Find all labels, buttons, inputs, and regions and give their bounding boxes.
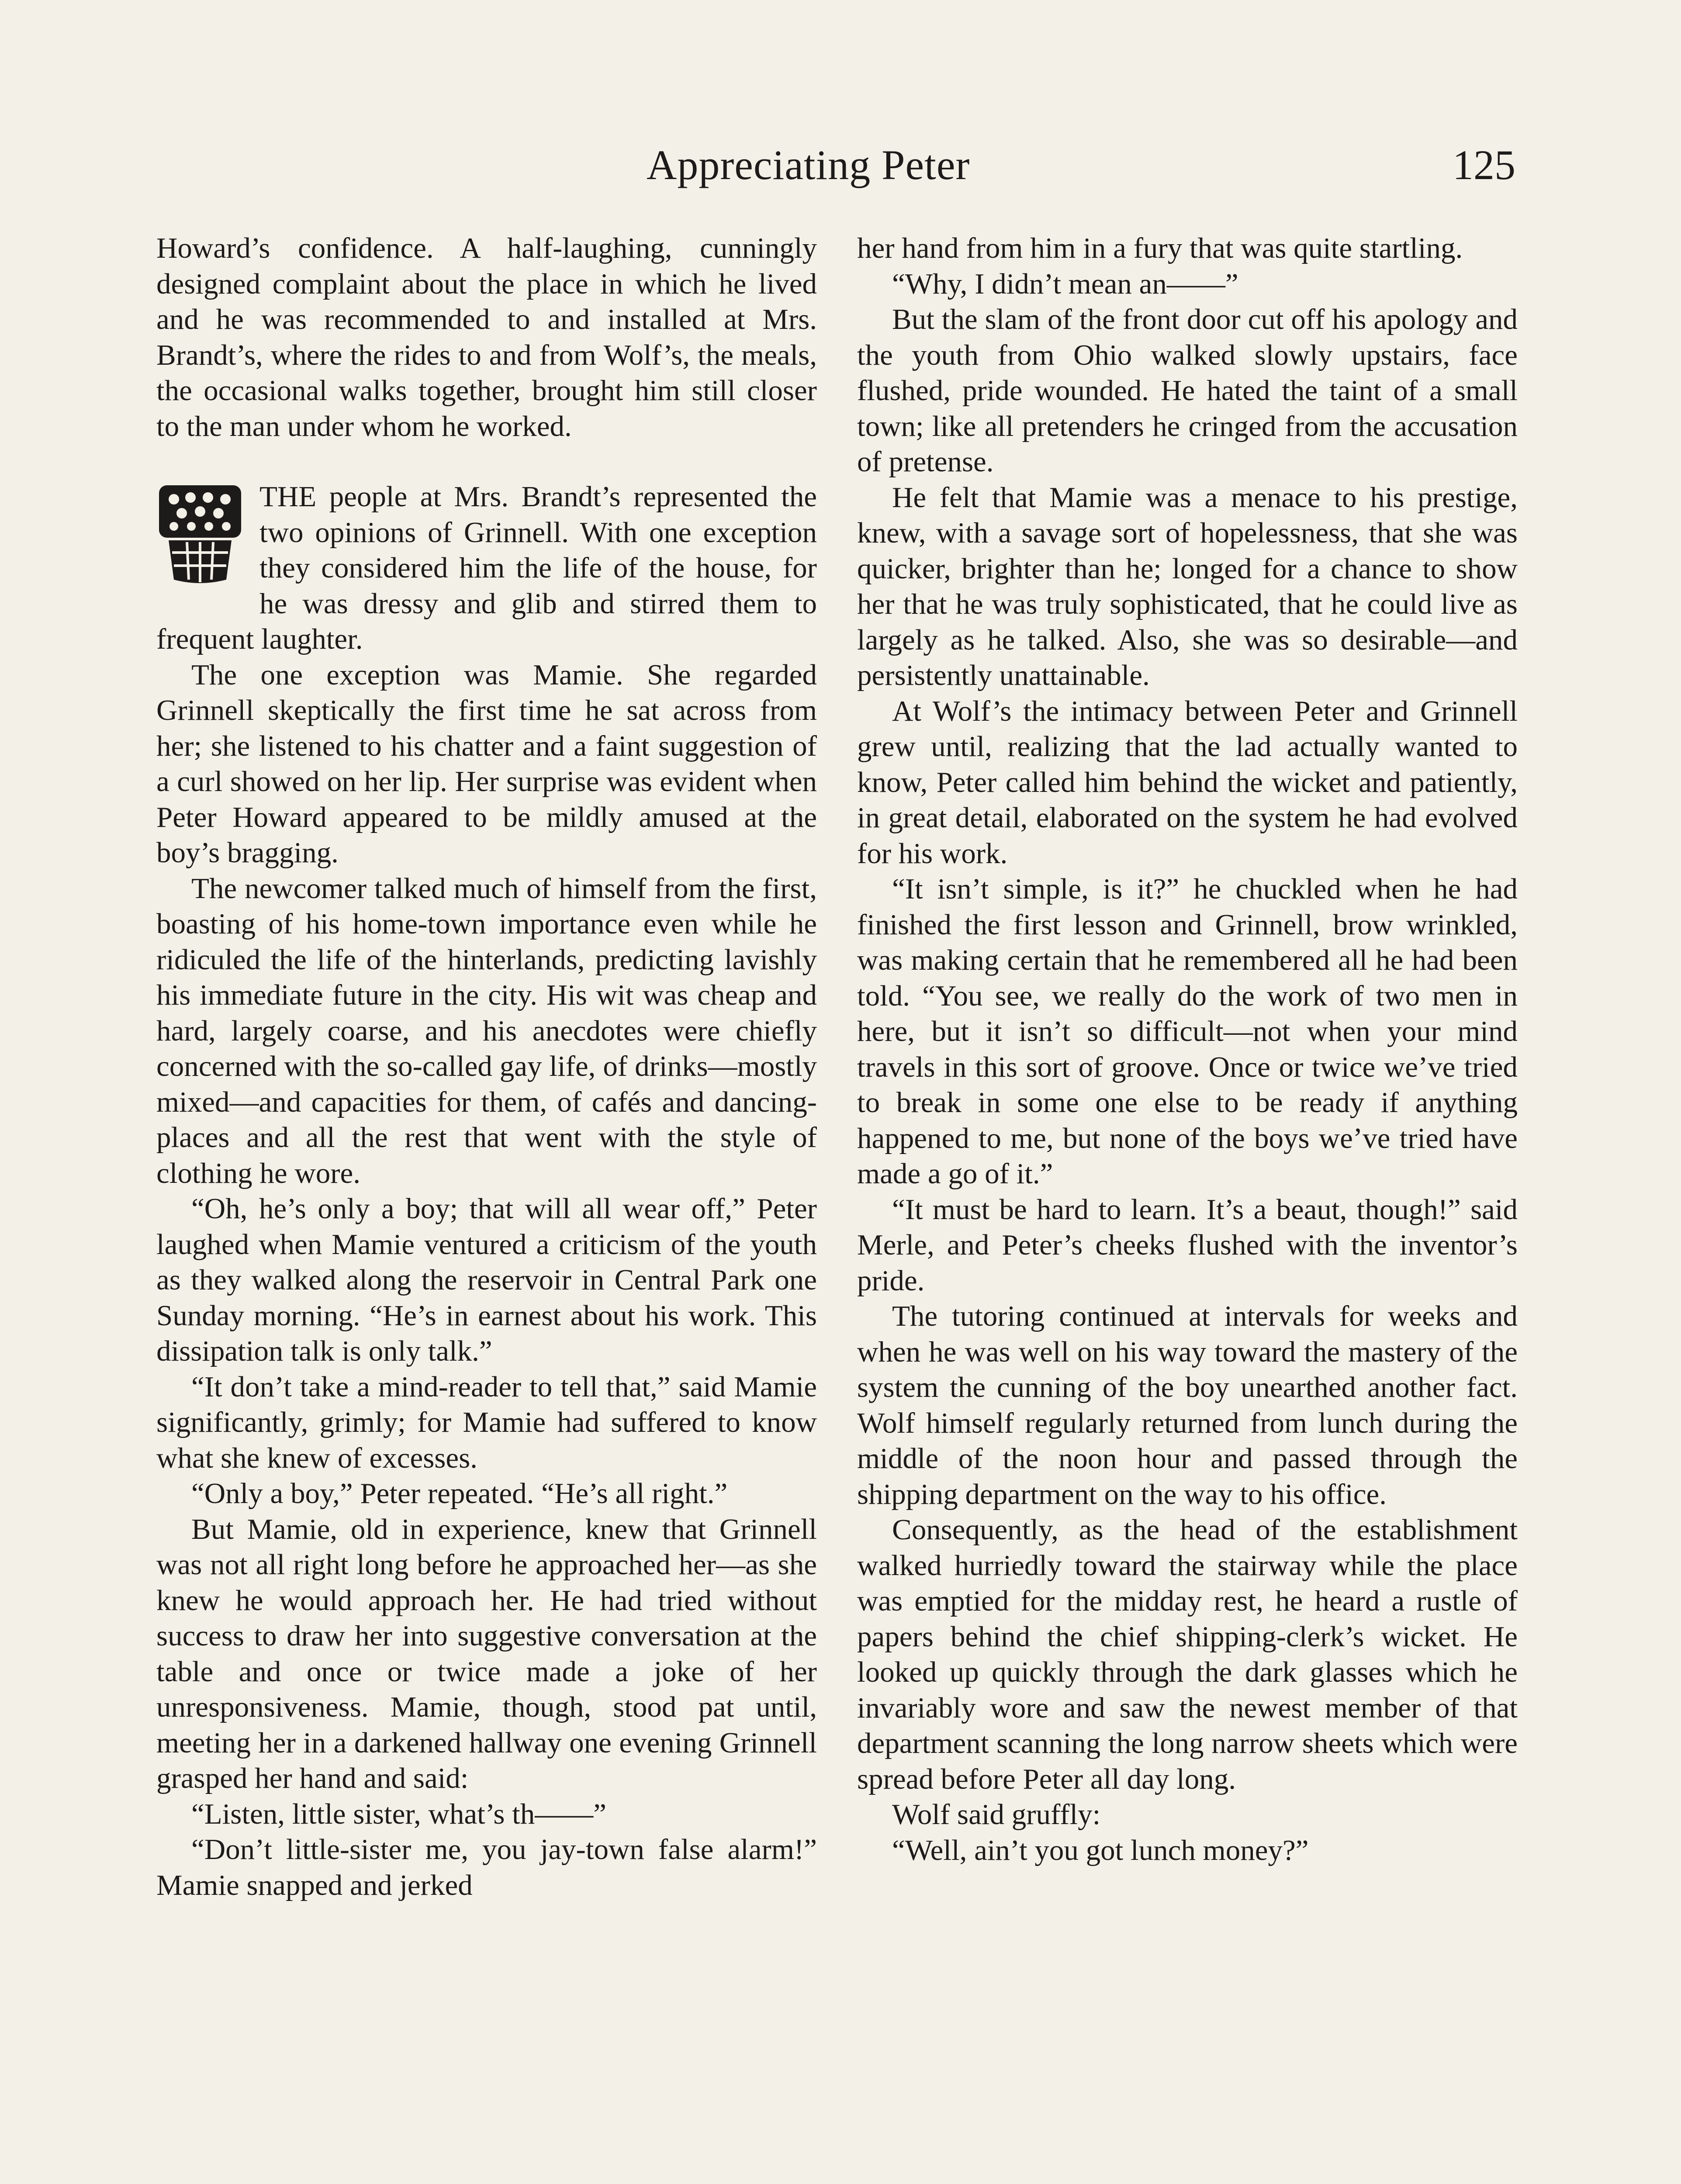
paragraph: “It don’t take a mind-reader to tell that,” said Mamie significantly, grimly; for Mamie had suffered to know what she knew of excesses. [156, 1370, 817, 1474]
page-number: 125 [1453, 142, 1515, 188]
section-paragraph-text: THE people at Mrs. Brandt’s represented the two opinions of Grinnell. With one exception they considered him the life of the house, for he was dressy and glib and stirred them to frequent laughter. [156, 480, 817, 655]
paragraph: He felt that Mamie was a menace to his prestige, knew, with a savage sort of hopelessness, that she was quicker, brighter than he; longed for a chance to show her that he was truly sophisticated, that he could live as largely as he talked. Also, she was so desirable—and persistently unattainable. [857, 481, 1518, 691]
paragraph: “Listen, little sister, what’s th——” [191, 1797, 607, 1830]
paragraph: “Only a boy,” Peter repeated. “He’s all right.” [191, 1477, 728, 1510]
paragraph: The one exception was Mamie. She regarded Grinnell skeptically the first time he sat across from her; she listened to his chatter and a faint suggestion of a curl showed on her lip. Her surprise was evident when Peter Howard appeared to be mildly amused at the boy’s bragging. [156, 658, 817, 869]
left-column [156, 231, 817, 1903]
paragraph: Consequently, as the head of the establishment walked hurriedly toward the stairway while the place was emptied for the midday rest, he heard a rustle of papers behind the chief shipping-clerk’s wicket. He looked up quickly through the dark glasses which he invariably wore and saw the newest member of that department scanning the long narrow sheets which were spread before Peter all day long. [857, 1514, 1518, 1795]
running-header [0, 139, 1681, 204]
paragraph: Howard’s confidence. A half-laughing, cunningly designed complaint about the place in which he lived and he was recommended to and installed at Mrs. Brandt’s, where the rides to and from Wolf’s, the meals, the occasional walks together, brought him still closer to the man under whom he worked. [156, 232, 817, 442]
paragraph: But the slam of the front door cut off his apology and the youth from Ohio walked slowly upstairs, face flushed, pride wounded. He hated the taint of a small town; like all pretenders he cringed from the accusation of pretense. [857, 303, 1518, 478]
paragraph: “Well, ain’t you got lunch money?” [892, 1834, 1309, 1866]
paragraph: Wolf said gruffly: [892, 1798, 1101, 1831]
paragraph: At Wolf’s the intimacy between Peter and Grinnell grew until, realizing that the lad actually wanted to know, Peter called him behind the wicket and patiently, in great detail, elaborated on the system he had evolved for his work. [857, 695, 1518, 870]
ornamental-basket-dropcap-icon [156, 483, 244, 587]
paragraph: But Mamie, old in experience, knew that Grinnell was not all right long before he approached her—as she knew he would approach her. He had tried without success to draw her into suggestive conversation at the table and once or twice made a joke of her unresponsiveness. Mamie, though, stood pat until, meeting her in a darkened hallway one evening Grinnell grasped her hand and said: [156, 1513, 817, 1794]
section-paragraph [156, 479, 817, 657]
paragraph: “Don’t little-sister me, you jay-town false alarm!” Mamie snapped and jerked [156, 1833, 817, 1901]
paragraph: her hand from him in a fury that was quite startling. [857, 232, 1463, 264]
paragraph: “Oh, he’s only a boy; that will all wear off,” Peter laughed when Mamie ventured a criticism of the youth as they walked along the reservoir in Central Park one Sunday morning. “He’s in earnest about his work. This dissipation talk is only talk.” [156, 1192, 817, 1367]
paragraph: “It must be hard to learn. It’s a beaut, though!” said Merle, and Peter’s cheeks flushed with the inventor’s pride. [857, 1193, 1518, 1297]
paragraph: “Why, I didn’t mean an——” [892, 267, 1238, 300]
running-title: Appreciating Peter [647, 142, 970, 188]
paragraph: The newcomer talked much of himself from the first, boasting of his home-town importance even while he ridiculed the life of the hinterlands, predicting lavishly his immediate future in the city. His wit was cheap and hard, largely coarse, and his anecdotes were chiefly concerned with the so-called gay life, of drinks—mostly mixed—and capacities for them, of cafés and dancing-places and all the rest that went with the style of clothing he wore. [156, 872, 817, 1189]
paragraph: “It isn’t simple, is it?” he chuckled when he had finished the first lesson and Grinnell, brow wrinkled, was making certain that he remembered all he had been told. “You see, we really do the work of two men in here, but it isn’t so difficult—not when your mind travels in this sort of groove. Once or twice we’ve tried to break in some one else to be ready if anything happened to me, but none of the boys we’ve tried have made a go of it.” [857, 873, 1518, 1190]
right-column [857, 231, 1518, 1868]
paragraph: The tutoring continued at intervals for weeks and when he was well on his way toward the mastery of the system the cunning of the boy unearthed another fact. Wolf himself regularly returned from lunch during the middle of the noon hour and passed through the shipping department on the way to his office. [857, 1300, 1518, 1510]
